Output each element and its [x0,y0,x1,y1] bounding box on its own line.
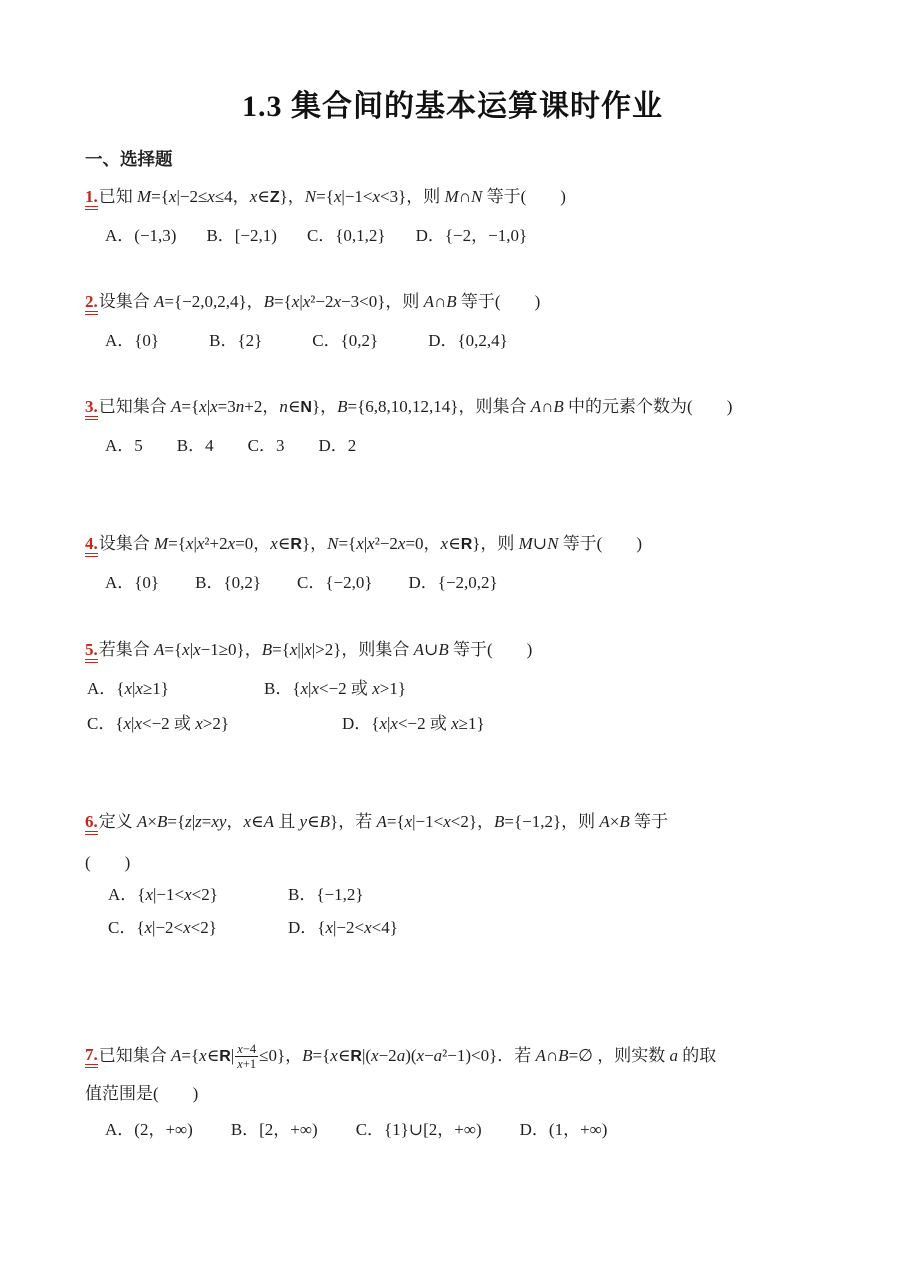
question-6-stem-line [85,811,875,835]
question-1-stem: 已知 M={x|−2≤x≤4，x∈Z}，N={x|−1<x<3}，则 M∩N 等于( ) [98,187,566,206]
question-7-option-a: A．(2，+∞) [105,1120,193,1139]
question-2-option-a: A．{0} [105,331,160,350]
fraction-denominator: x+1 [237,1057,257,1071]
question-4-option-a: A．{0} [105,573,160,592]
question-2 [85,291,875,352]
question-1-option-c: C．{0,1,2} [306,226,386,245]
question-2-option-c: C．{0,2} [312,331,379,350]
question-4-options [85,572,875,594]
question-7-stem-line-2: 值范围是( ) [85,1084,199,1103]
question-6-number: 6. [85,812,98,835]
question-4-option-b: B．{0,2} [195,573,262,592]
question-4-option-d: D．{−2,0,2} [408,573,498,592]
question-3-option-c: C．3 [247,436,285,455]
question-3 [85,396,875,457]
question-6-option-a: A．{x|−1<x<2} [108,885,218,904]
question-1-number: 1. [85,187,98,210]
question-2-stem-line [85,291,875,315]
question-2-options [85,330,875,352]
question-2-stem: 设集合 A={−2,0,2,4}，B={x|x²−2x−3<0}，则 A∩B 等于( ) [98,292,541,311]
question-6-option-c: C．{x|−2<x<2} [108,918,217,937]
question-6-stem: 定义 A×B={z|z=xy，x∈A 且 y∈B}，若 A={x|−1<x<2}，B={−1,2}，则 A×B 等于 [98,812,669,831]
question-5-option-c: C．{x|x<−2 或 x>2} [87,714,229,733]
question-3-option-d: D．2 [318,436,357,455]
question-3-option-b: B．4 [176,436,214,455]
question-3-number: 3. [85,397,98,420]
question-7 [85,1039,875,1141]
question-5-option-a: A．{x|x≥1} [87,679,169,698]
question-7-stem-before: 已知集合 A={x∈R| [98,1046,235,1065]
question-1 [85,186,875,247]
question-7-number: 7. [85,1045,98,1068]
question-1-options [85,225,875,247]
question-5-options-row-1 [85,678,875,700]
question-5-options-row-2 [85,713,875,735]
question-5-option-b: B．{x|x<−2 或 x>1} [264,679,406,698]
question-6 [85,811,875,939]
question-6-option-d: D．{x|−2<x<4} [288,918,398,937]
question-7-stem-line [85,1039,875,1074]
fraction-numerator: x−4 [237,1041,257,1056]
question-4-stem: 设集合 M={x|x²+2x=0，x∈R}，N={x|x²−2x=0，x∈R}，则 M∪N 等于( ) [98,534,643,553]
question-7-option-d: D．(1，+∞) [519,1120,608,1139]
question-2-option-b: B．{2} [209,331,263,350]
question-3-stem: 已知集合 A={x|x=3n+2，n∈N}，B={6,8,10,12,14}，则集合 A∩B 中的元素个数为( ) [98,397,733,416]
question-7-options [85,1119,875,1141]
question-5-stem-line [85,639,875,663]
question-5-stem: 若集合 A={x|x−1≥0}，B={x||x|>2}，则集合 A∪B 等于( ) [98,640,533,659]
question-1-option-d: D．{−2，−1,0} [415,226,528,245]
question-2-number: 2. [85,292,98,315]
question-7-stem-after: ≤0}，B={x∈R|(x−2a)(x−a²−1)<0}．若 A∩B=∅ ，则实数 a 的取 [259,1046,717,1065]
question-3-options [85,435,875,457]
question-1-option-a: A．(−1,3) [105,226,177,245]
question-6-options-row-2 [85,917,875,939]
page-title: 1.3 集合间的基本运算课时作业 [242,90,663,123]
question-6-stem-line-2: ( ) [85,853,131,872]
question-5 [85,639,875,735]
question-5-number: 5. [85,640,98,663]
question-4-stem-line [85,533,875,557]
question-2-option-d: D．{0,2,4} [428,331,508,350]
question-7-fraction [235,1042,258,1072]
question-4-option-c: C．{−2,0} [297,573,373,592]
question-4-number: 4. [85,534,98,557]
question-6-options-row-1 [85,884,875,906]
question-1-stem-line [85,186,875,210]
question-6-option-b: B．{−1,2} [288,885,364,904]
question-3-option-a: A．5 [105,436,143,455]
question-1-option-b: B．[−2,1) [206,226,277,245]
question-7-option-b: B．[2，+∞) [230,1120,318,1139]
question-4 [85,533,875,594]
question-5-option-d: D．{x|x<−2 或 x≥1} [342,714,485,733]
question-3-stem-line [85,396,875,420]
question-7-option-c: C．{1}∪[2，+∞) [355,1120,482,1139]
section-header: 一、选择题 [85,149,173,169]
